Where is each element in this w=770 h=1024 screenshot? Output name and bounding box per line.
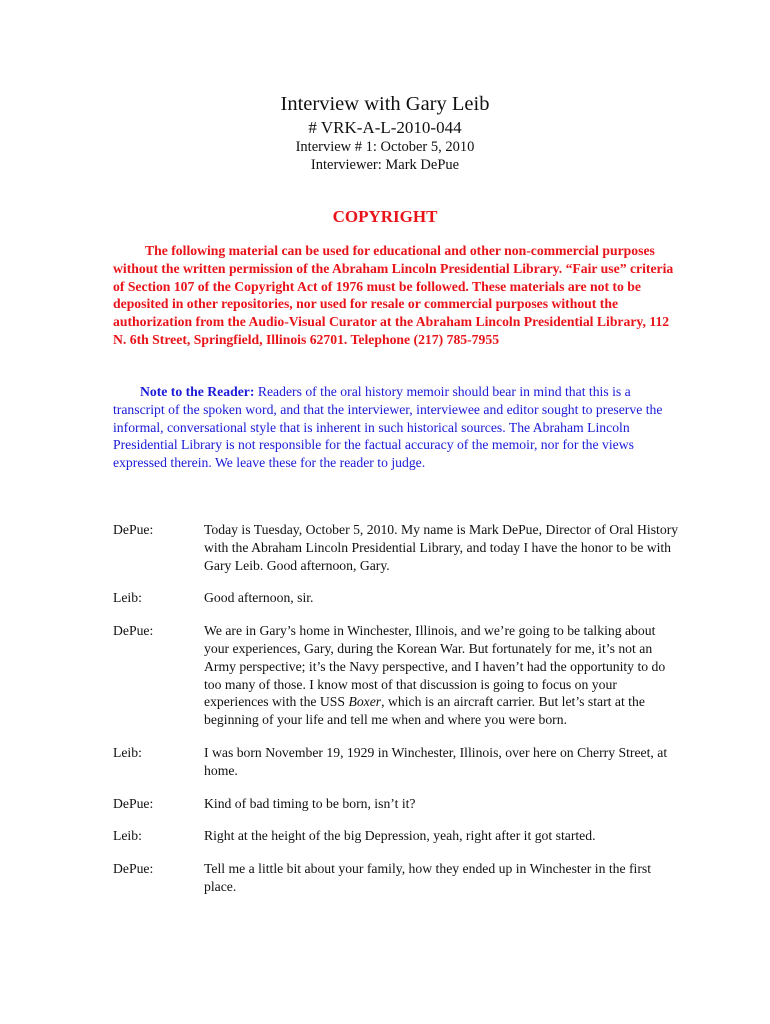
speaker-label: DePue: <box>113 795 154 811</box>
speech-text: Kind of bad timing to be born, isn’t it? <box>204 795 416 811</box>
speaker-label: DePue: <box>113 623 154 639</box>
copyright-notice: The following material can be used for educational and other non-commercial purposes without the written permission of the Abraham Lincoln Presidential Library. “Fair use” criteria of Section 107 of the Copyright Act of 1976 must be followed. These materials are not to be deposited in other repositories, nor used for resale or commercial purposes without the authorization from the Audio-Visual Curator at the Abraham Lincoln Presidential Library, 112 N. 6th Street, Springfield, Illinois 62701. Telephone (217) 785-7955 <box>113 243 674 347</box>
ship-name: Boxer <box>348 694 382 710</box>
transcript-entry <box>113 795 683 813</box>
speaker-label: Leib: <box>113 590 142 606</box>
speech-text: Tell me a little bit about your family, how they ended up in Winchester in the first place. <box>204 861 652 894</box>
note-label: Note to the Reader: <box>140 384 255 399</box>
copyright-heading: COPYRIGHT <box>332 207 438 226</box>
speaker-label: DePue: <box>113 861 154 877</box>
transcript-entry <box>113 744 683 780</box>
speech-text: Right at the height of the big Depression, yeah, right after it got started. <box>204 828 596 844</box>
transcript-entry <box>113 622 683 729</box>
speech-text: Today is Tuesday, October 5, 2010. My name is Mark DePue, Director of Oral History with the Abraham Lincoln Presidential Library, and today I have the honor to be with Gary Leib. Good afternoon, Gary. <box>204 522 679 573</box>
speaker-label: Leib: <box>113 828 142 844</box>
transcript-entry <box>113 827 683 845</box>
transcript-entry <box>113 521 683 574</box>
speech-text-part: We are in Gary’s home in Winchester, Illinois, and we’re going to be talking about your experiences, Gary, during the Korean War. But fortunately for me, it’s not an Army perspective; it’s the Navy perspective, and I haven’t had the opportunity to do too many of those. I know most of that discussion is going to focus on your experiences with the USS <box>204 623 666 710</box>
speech-text-part: , which is an aircraft carrier. But let’s start at the beginning of your life and tell me when and where you were born. <box>204 694 645 728</box>
speech-text: I was born November 19, 1929 in Winchester, Illinois, over here on Cherry Street, at home. <box>204 744 668 778</box>
transcript-entry <box>113 860 683 896</box>
document-title: Interview with Gary Leib <box>280 93 490 115</box>
speaker-label: Leib: <box>113 744 142 760</box>
speech-text: Good afternoon, sir. <box>204 590 314 606</box>
speaker-label: DePue: <box>113 522 154 537</box>
note-to-reader <box>113 383 678 472</box>
transcript <box>113 521 683 911</box>
interviewer-name: Interviewer: Mark DePue <box>310 157 460 173</box>
interview-date: Interview # 1: October 5, 2010 <box>295 139 475 155</box>
speech-text <box>204 622 683 729</box>
document-number: # VRK-A-L-2010-044 <box>308 118 462 137</box>
transcript-entry <box>113 589 683 607</box>
document-header <box>0 92 770 174</box>
note-text: Readers of the oral history memoir should bear in mind that this is a transcript of the spoken word, and that the interviewer, interviewee and editor sought to preserve the informal, conversational style that is inherent in such historical sources. The Abraham Lincoln Presidential Library is not responsible for the factual accuracy of the memoir, nor for the views expressed therein. We leave these for the reader to judge. <box>113 384 663 471</box>
